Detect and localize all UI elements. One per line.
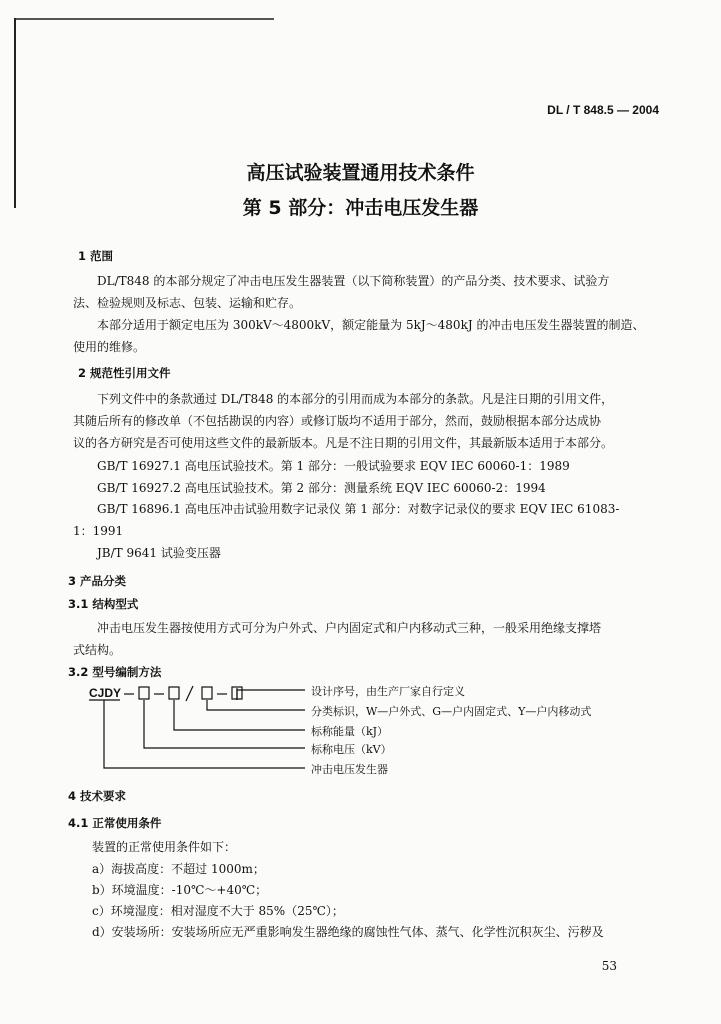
- model-legend-generator: 冲击电压发生器: [311, 763, 388, 776]
- leader-voltage: [144, 700, 305, 748]
- model-legend-type: 分类标识，W—户外式、G—户内固定式、Y—户内移动式: [311, 705, 592, 718]
- slash: [186, 686, 193, 701]
- page-number: 53: [601, 959, 617, 973]
- model-legend-serial: 设计序号，由生产厂家自行定义: [311, 685, 465, 698]
- section-3-2-heading: 3.2 型号编制方法: [68, 665, 162, 679]
- leader-energy: [174, 700, 305, 730]
- standard-code: DL / T 848.5 — 2004: [547, 103, 659, 117]
- placeholder-box-voltage: [139, 687, 149, 699]
- condition-a: a）海拔高度：不超过 1000m；: [92, 862, 265, 876]
- condition-b: b）环境温度：-10℃～+40℃；: [92, 883, 268, 897]
- section-3-1-heading: 3.1 结构型式: [68, 597, 139, 611]
- reference-3-line1: GB/T 16896.1 高电压冲击试验用数字记录仪 第 1 部分：对数字记录仪的要求 EQV IEC 61083-: [97, 502, 620, 516]
- leader-type: [207, 700, 305, 710]
- section-1-para2-line2: 使用的维修。: [73, 340, 146, 354]
- page-title-line1: 高压试验装置通用技术条件: [246, 162, 475, 184]
- section-3-1-para-line2: 式结构。: [73, 643, 122, 657]
- section-2-para-line3: 议的各方研究是否可使用这些文件的最新版本。凡是不注日期的引用文件，其最新版本适用于本部分。: [73, 436, 614, 450]
- section-1-heading: 1 范围: [78, 249, 114, 263]
- page-title-line2: 第 5 部分：冲击电压发生器: [242, 197, 479, 219]
- section-3-heading: 3 产品分类: [68, 574, 127, 588]
- condition-d: d）安装场所：安装场所应无严重影响发生器绝缘的腐蚀性气体、蒸气、化学性沉积灰尘、污秽及: [92, 925, 604, 939]
- model-legend-energy: 标称能量（kJ）: [311, 725, 389, 738]
- reference-3-line2: 1：1991: [73, 524, 124, 538]
- leader-serial: [237, 690, 305, 700]
- placeholder-box-energy: [169, 687, 179, 699]
- section-1-para2-line1: 本部分适用于额定电压为 300kV～4800kV，额定能量为 5kJ～480kJ 的冲击电压发生器装置的制造、: [97, 318, 645, 332]
- section-1-para1-line1: DL/T848 的本部分规定了冲击电压发生器装置（以下简称装置）的产品分类、技术要求、试验方: [97, 274, 610, 288]
- section-4-1-heading: 4.1 正常使用条件: [68, 816, 162, 830]
- section-4-1-intro: 装置的正常使用条件如下：: [92, 840, 237, 854]
- placeholder-box-type: [202, 687, 212, 699]
- reference-4: JB/T 9641 试验变压器: [97, 546, 221, 560]
- section-1-para1-line2: 法、检验规则及标志、包装、运输和贮存。: [73, 296, 302, 310]
- condition-c: c）环境湿度：相对湿度不大于 85%（25℃）；: [92, 904, 344, 918]
- section-4-heading: 4 技术要求: [68, 789, 127, 803]
- reference-2: GB/T 16927.2 高电压试验技术。第 2 部分：测量系统 EQV IEC 60060-2：1994: [97, 481, 546, 495]
- section-3-1-para-line1: 冲击电压发生器按使用方式可分为户外式、户内固定式和户内移动式三种，一般采用绝缘支撑塔: [97, 621, 602, 635]
- section-2-heading: 2 规范性引用文件: [78, 366, 171, 380]
- section-2-para-line2: 其随后所有的修改单（不包括勘误的内容）或修订版均不适用于部分，然而，鼓励根据本部分达成协: [73, 414, 602, 428]
- model-code-prefix: CJDY: [89, 686, 122, 700]
- model-legend-voltage: 标称电压（kV）: [311, 743, 392, 756]
- section-2-para-line1: 下列文件中的条款通过 DL/T848 的本部分的引用而成为本部分的条款。凡是注日期的引用文件，: [97, 392, 614, 406]
- reference-1: GB/T 16927.1 高电压试验技术。第 1 部分：一般试验要求 EQV IEC 60060-1：1989: [97, 459, 570, 473]
